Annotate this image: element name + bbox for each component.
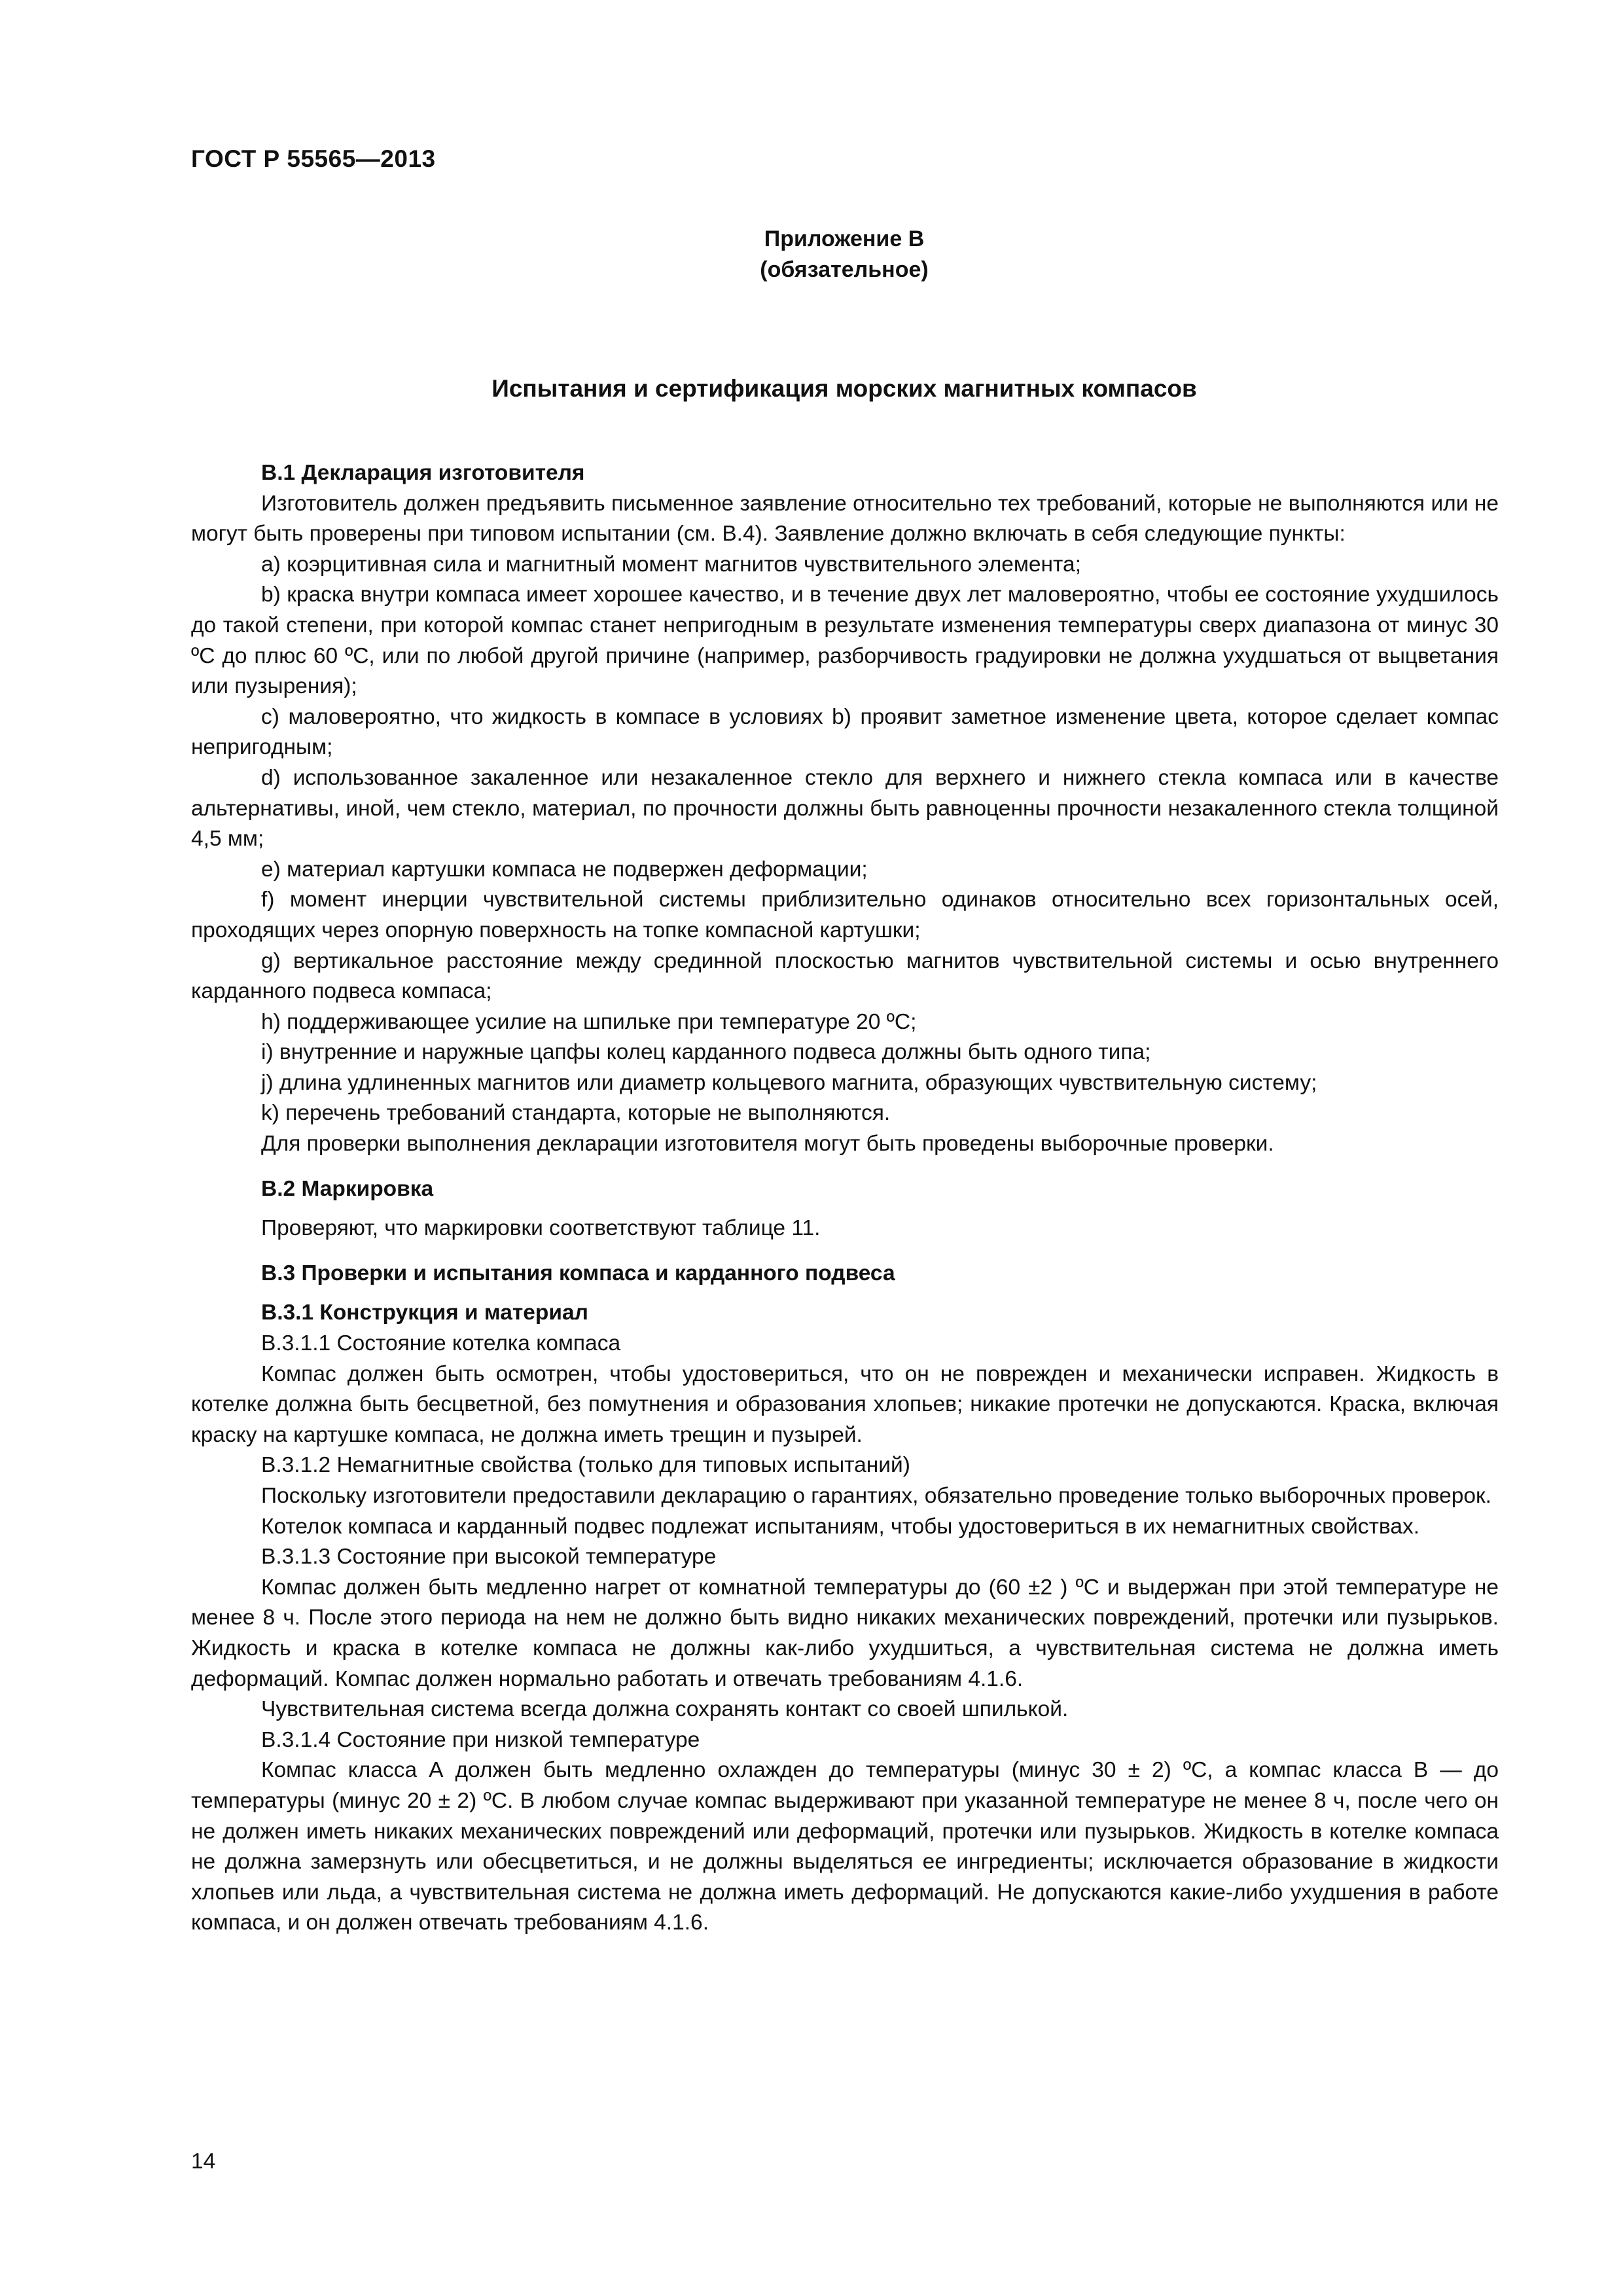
section-b312-heading: В.3.1.2 Немагнитные свойства (только для типовых испытаний) xyxy=(261,1453,910,1478)
page-number: 14 xyxy=(191,2149,216,2174)
section-b1-heading: В.1 Декларация изготовителя xyxy=(261,461,585,485)
section-b312-text: Котелок компаса и карданный подвес подлежат испытаниям, чтобы удостовериться в их немагнитных свойствах. xyxy=(261,1514,1420,1539)
section-b314-heading: В.3.1.4 Состояние при низкой температуре xyxy=(261,1727,700,1752)
list-item: a) коэрцитивная сила и магнитный момент магнитов чувствительного элемента; xyxy=(261,552,1081,577)
section-b1-intro: Изготовитель должен предъявить письменное заявление относительно тех требований, которые не выполняются или не могут быть проверены при типовом испытании (см. В.4). Заявление должно включать в себя следующие пункты: xyxy=(191,491,1499,547)
list-item: k) перечень требований стандарта, которые не выполняются. xyxy=(261,1101,891,1126)
list-item: j) длина удлиненных магнитов или диаметр кольцевого магнита, образующих чувствительную систему; xyxy=(261,1070,1317,1095)
list-item: g) вертикальное расстояние между срединной плоскостью магнитов чувствительной системы и осью внутреннего карданного подвеса компаса; xyxy=(191,948,1499,1004)
document-header: ГОСТ Р 55565—2013 xyxy=(191,145,436,172)
list-item: d) использованное закаленное или незакаленное стекло для верхнего и нижнего стекла компаса или в качестве альтернативы, иной, чем стекло, материал, по прочности должны быть равноценны прочности незакаленного стекла толщиной 4,5 мм; xyxy=(191,765,1499,852)
section-b313-text: Компас должен быть медленно нагрет от комнатной температуры до (60 ±2 ) ºС и выдержан при этой температуре не менее 8 ч. После этого периода на нем не должно быть видно никаких механических повреждений, протечки или пузырьков. Жидкость и краска в котелке компаса не должны как-либо ухудшиться, а чувствительная система не должна иметь деформаций. Компас должен нормально работать и отвечать требованиям 4.1.6. xyxy=(191,1575,1499,1691)
section-b312-text: Поскольку изготовители предоставили декларацию о гарантиях, обязательно проведение только выборочных проверок. xyxy=(261,1484,1491,1508)
list-item: h) поддерживающее усилие на шпильке при температуре 20 ºС; xyxy=(261,1009,917,1034)
section-b1-outro: Для проверки выполнения декларации изготовителя могут быть проведены выборочные проверки. xyxy=(261,1132,1274,1157)
list-item: i) внутренние и наружные цапфы колец карданного подвеса должны быть одного типа; xyxy=(261,1040,1151,1065)
section-b2-text: Проверяют, что маркировки соответствуют таблице 11. xyxy=(261,1216,821,1241)
appendix-label: Приложение В xyxy=(764,226,925,251)
section-b313-text: Чувствительная система всегда должна сохранять контакт со своей шпилькой. xyxy=(261,1697,1069,1722)
section-b314-text: Компас класса А должен быть медленно охлажден до температуры (минус 30 ± 2) ºС, а компас класса В — до температуры (минус 20 ± 2) ºС. В любом случае компас выдерживают при указанной температуре не менее 8 ч, после чего он не должен иметь никаких механических повреждений или деформаций, протечки или пузырьков. Жидкость в котелке компаса не должна замерзнуть или обесцветиться, и не должны выделяться ее ингредиенты; исключается образование в жидкости хлопьев или льда, а чувствительная система не должна иметь деформаций. Не допускаются какие-либо ухудшения в работе компаса, и он должен отвечать требованиям 4.1.6. xyxy=(191,1758,1499,1935)
section-b31-heading: В.3.1 Конструкция и материал xyxy=(261,1300,588,1325)
document-body xyxy=(191,458,1499,1939)
section-b2-heading: В.2 Маркировка xyxy=(261,1176,434,1201)
appendix-status: (обязательное) xyxy=(760,257,929,282)
section-b313-heading: В.3.1.3 Состояние при высокой температуре xyxy=(261,1545,717,1570)
list-item: f) момент инерции чувствительной системы приблизительно одинаков относительно всех горизонтальных осей, проходящих через опорную поверхность на топке компасной картушки; xyxy=(191,888,1499,942)
list-item: b) краска внутри компаса имеет хорошее качество, и в течение двух лет маловероятно, чтобы ее состояние ухудшилось до такой степени, при которой компас станет непригодным в результате изменения температуры сверх диапазона от минус 30 ºС до плюс 60 ºС, или по любой другой причине (например, разборчивость градуировки не должна ухудшаться от выцветания или пузырения); xyxy=(191,583,1499,699)
appendix-title: Испытания и сертификация морских магнитных компасов xyxy=(491,375,1197,402)
section-b311-heading: В.3.1.1 Состояние котелка компаса xyxy=(261,1331,621,1356)
section-b3-heading: В.3 Проверки и испытания компаса и карданного подвеса xyxy=(261,1261,895,1285)
list-item: c) маловероятно, что жидкость в компасе в условиях b) проявит заметное изменение цвета, которое сделает компас непригодным; xyxy=(191,704,1499,760)
section-b311-text: Компас должен быть осмотрен, чтобы удостовериться, что он не поврежден и механически исправен. Жидкость в котелке должна быть бесцветной, без помутнения и образования хлопьев; никакие протечки не допускаются. Краска, включая краску на картушке компаса, не должна иметь трещин и пузырей. xyxy=(191,1361,1499,1447)
list-item: e) материал картушки компаса не подвержен деформации; xyxy=(261,857,868,882)
